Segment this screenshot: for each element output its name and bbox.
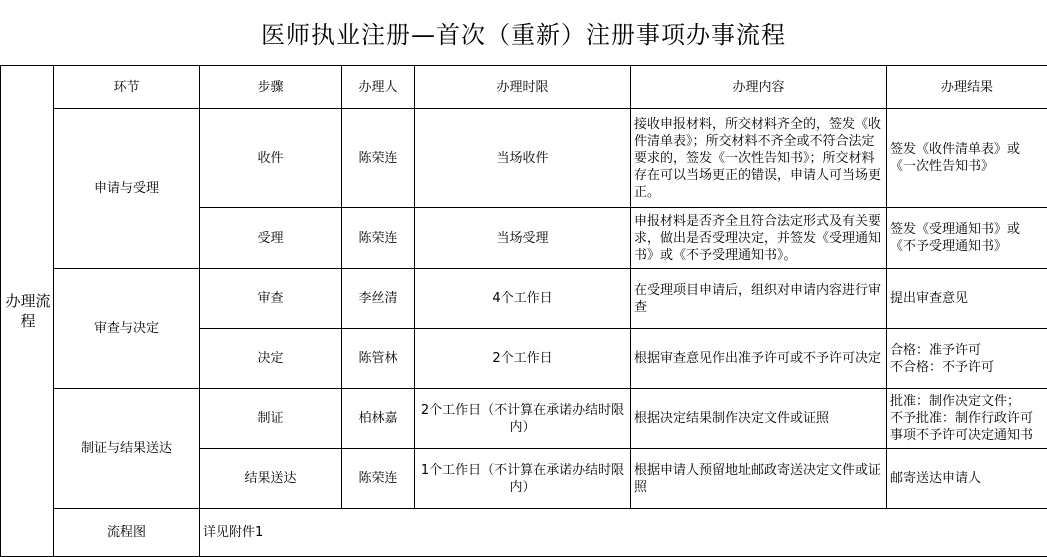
step-cell: 收件 [200,109,342,208]
step-cell: 受理 [200,208,342,269]
time-limit-cell: 当场收件 [415,109,631,208]
handler-cell: 李丝清 [342,269,415,329]
header-handler: 办理人 [342,66,415,109]
step-cell: 审查 [200,269,342,329]
content-cell: 根据决定结果制作决定文件或证照 [631,389,887,449]
step-cell: 决定 [200,329,342,389]
table-row [1,269,1047,329]
content-cell: 申报材料是否齐全且符合法定形式及有关要求，做出是否受理决定，并签发《受理通知书》或《不予受理通知书》。 [631,208,887,269]
flowchart-row [1,509,1047,557]
header-section: 环节 [54,66,200,109]
section-name: 申请与受理 [54,109,200,269]
step-cell: 制证 [200,389,342,449]
flowchart-value: 详见附件1 [200,509,1047,557]
step-cell: 结果送达 [200,449,342,509]
content-cell: 在受理项目申请后，组织对申请内容进行审查 [631,269,887,329]
result-cell: 签发《收件清单表》或《一次性告知书》 [887,109,1047,208]
time-limit-cell: 2个工作日（不计算在承诺办结时限内） [415,389,631,449]
section-name: 制证与结果送达 [54,389,200,509]
header-step: 步骤 [200,66,342,109]
table-row [1,109,1047,208]
header-row [1,66,1047,109]
content-cell: 根据申请人预留地址邮政寄送决定文件或证照 [631,449,887,509]
side-label-cell [1,66,54,557]
handler-cell: 陈管林 [342,329,415,389]
time-limit-cell: 4个工作日 [415,269,631,329]
time-limit-cell: 2个工作日 [415,329,631,389]
content-cell: 接收申报材料，所交材料齐全的，签发《收件清单表》；所交材料不齐全或不符合法定要求的，签发《一次性告知书》；所交材料存在可以当场更正的错误，申请人可当场更正。 [631,109,887,208]
table-row [1,389,1047,449]
header-result: 办理结果 [887,66,1047,109]
handler-cell: 陈荣连 [342,208,415,269]
result-cell: 邮寄送达申请人 [887,449,1047,509]
process-table [0,65,1047,557]
side-label: 办理流程 [4,291,52,331]
flowchart-label: 流程图 [54,509,200,557]
document-title: 医师执业注册—首次（重新）注册事项办事流程 [0,0,1047,66]
header-content: 办理内容 [631,66,887,109]
time-limit-cell: 当场受理 [415,208,631,269]
section-name: 审查与决定 [54,269,200,389]
result-cell: 签发《受理通知书》或《不予受理通知书》 [887,208,1047,269]
result-cell: 批准：制作决定文件； 不予批准：制作行政许可事项不予许可决定通知书 [887,389,1047,449]
handler-cell: 柏林嘉 [342,389,415,449]
result-cell: 合格：准予许可 不合格：不予许可 [887,329,1047,389]
header-time-limit: 办理时限 [415,66,631,109]
result-cell: 提出审查意见 [887,269,1047,329]
handler-cell: 陈荣连 [342,109,415,208]
time-limit-cell: 1个工作日（不计算在承诺办结时限内） [415,449,631,509]
handler-cell: 陈荣连 [342,449,415,509]
content-cell: 根据审查意见作出准予许可或不予许可决定 [631,329,887,389]
